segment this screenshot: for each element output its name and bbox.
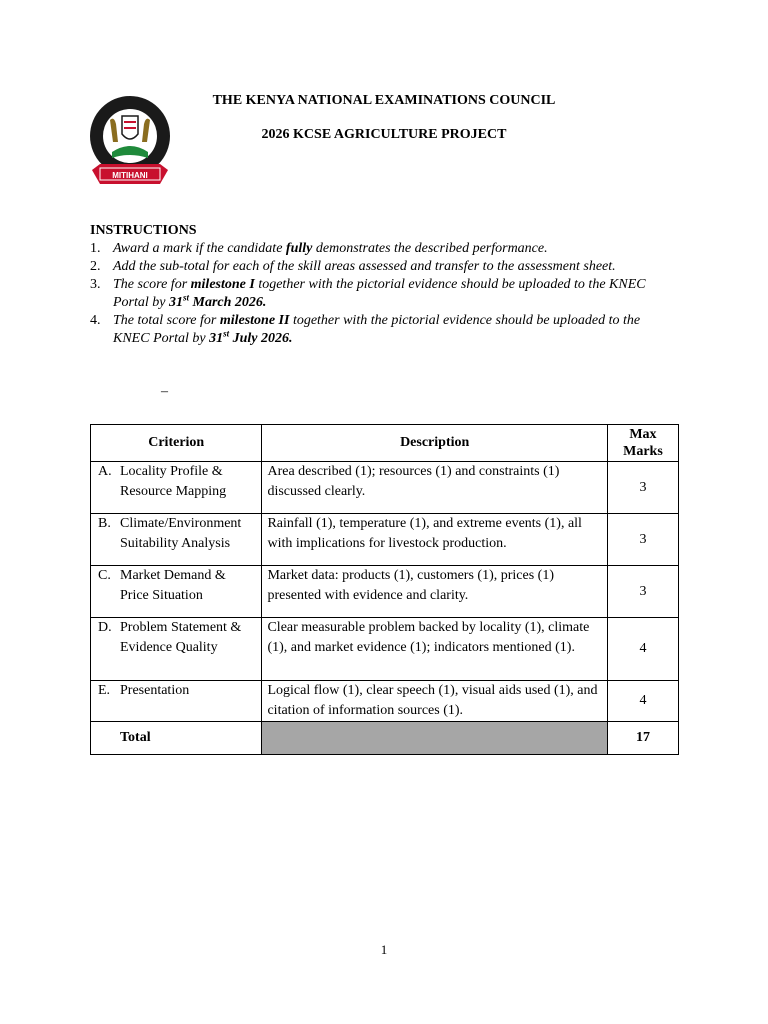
criterion-cell: B. Climate/Environment Suitability Analysis: [91, 514, 262, 566]
header-description: Description: [262, 425, 607, 462]
marks-cell: 3: [607, 514, 678, 566]
description-cell: Rainfall (1), temperature (1), and extreme events (1), all with implications for livestock production.: [262, 514, 607, 566]
instructions-list: [90, 240, 680, 348]
marks-cell: 3: [607, 462, 678, 514]
header-max-marks: Max Marks: [607, 425, 678, 462]
project-heading: 2026 KCSE AGRICULTURE PROJECT: [261, 127, 507, 142]
description-cell: Market data: products (1), customers (1), prices (1) presented with evidence and clarity.: [262, 566, 607, 618]
table-row: [91, 618, 679, 681]
table-row: [91, 462, 679, 514]
logo-banner-text: MITIHANI: [112, 171, 148, 180]
page-number: 1: [380, 942, 388, 957]
council-heading: THE KENYA NATIONAL EXAMINATIONS COUNCIL: [212, 93, 556, 108]
instruction-item: 4. The total score for milestone II together with the pictorial evidence should be uploaded to the KNEC Portal by 31st July 2026.: [90, 313, 641, 346]
dash-mark: –: [161, 384, 168, 399]
criterion-cell: A. Locality Profile & Resource Mapping: [91, 462, 262, 514]
instruction-item: 3. The score for milestone I together with the pictorial evidence should be uploaded to the KNEC Portal by 31st March 2026.: [90, 277, 646, 310]
total-shaded-cell: [262, 722, 607, 755]
total-label: Total: [91, 722, 262, 755]
table-row: [91, 514, 679, 566]
rubric-table: [90, 424, 679, 755]
description-cell: Clear measurable problem backed by locality (1), climate (1), and market evidence (1); indicators mentioned (1).: [262, 618, 607, 681]
instruction-item: 2. Add the sub-total for each of the skill areas assessed and transfer to the assessment sheet.: [90, 259, 616, 274]
criterion-cell: E. Presentation: [91, 681, 262, 722]
total-row: [91, 722, 679, 755]
table-row: [91, 566, 679, 618]
table-header-row: [91, 425, 679, 462]
header-criterion: Criterion: [91, 425, 262, 462]
instruction-item: 1. Award a mark if the candidate fully demonstrates the described performance.: [90, 241, 548, 256]
instructions-title: INSTRUCTIONS: [90, 223, 197, 238]
criterion-cell: C. Market Demand & Price Situation: [91, 566, 262, 618]
marks-cell: 3: [607, 566, 678, 618]
description-cell: Area described (1); resources (1) and constraints (1) discussed clearly.: [262, 462, 607, 514]
marks-cell: 4: [607, 681, 678, 722]
criterion-cell: D. Problem Statement & Evidence Quality: [91, 618, 262, 681]
description-cell: Logical flow (1), clear speech (1), visual aids used (1), and citation of information sources (1).: [262, 681, 607, 722]
total-value: 17: [607, 722, 678, 755]
table-row: [91, 681, 679, 722]
marks-cell: 4: [607, 618, 678, 681]
